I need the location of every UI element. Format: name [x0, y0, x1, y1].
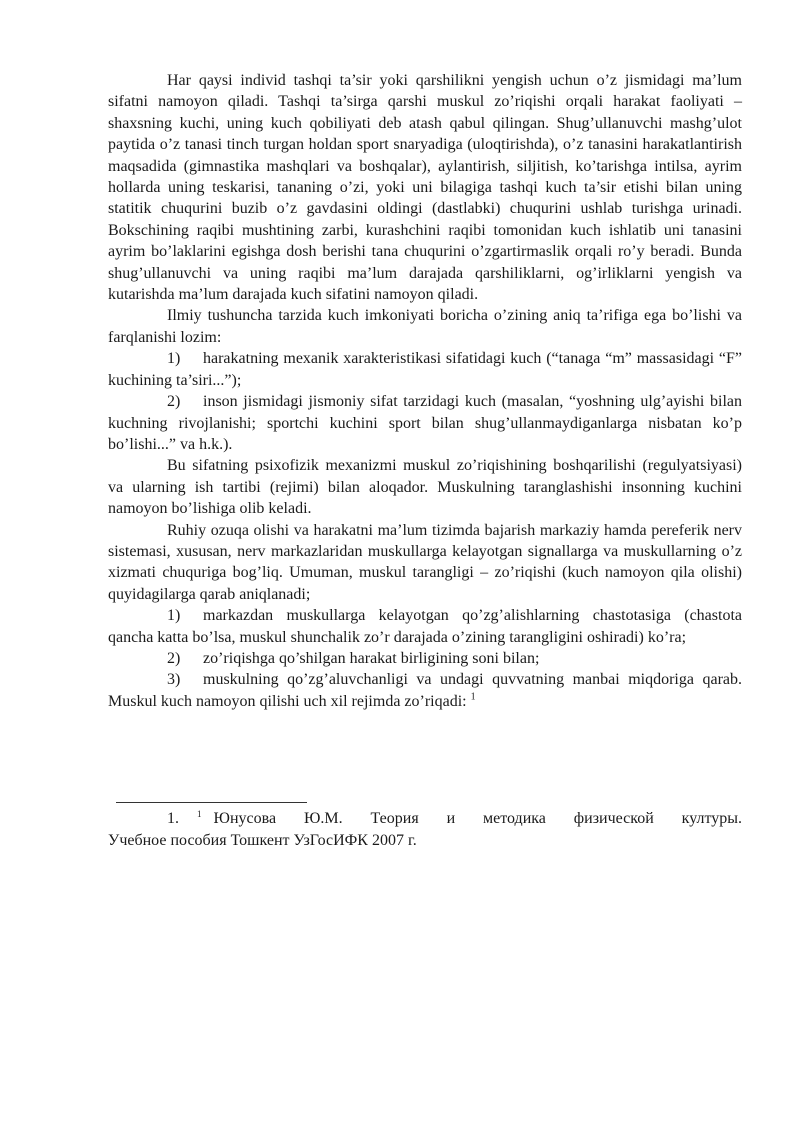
footnote-mark: 1: [197, 808, 202, 819]
document-body: [108, 70, 742, 712]
footnote-reference[interactable]: 1: [470, 691, 476, 703]
footnote: [108, 808, 742, 852]
list-number: 2): [167, 649, 181, 667]
footnote-separator: [116, 802, 307, 803]
list-text: inson jismidagi jismoniy sifat tarzidagi kuch (masalan, “yoshning ulg’ayishi bilan kuchning rivojlanishi; sportchi kuchini sport bilan shug’ullanmaydiganlarga nisbatan ko’p bo’lishi...” va h.k.).: [108, 393, 742, 453]
list-number: 1): [167, 607, 181, 625]
footnote-number: 1.: [167, 810, 179, 827]
list-text: muskulning qo’zg’aluvchanligi va undagi quvvatning manbai miqdoriga qarab. Muskul kuch namoyon qilishi uch xil rejimda zo’riqadi:: [108, 671, 742, 710]
footnote-line: [108, 808, 742, 830]
list-number: 1): [167, 350, 181, 368]
list-text: harakatning mexanik xarakteristikasi sifatidagi kuch (“tanaga “m” massasidagi “F” kuchining ta’siri...”);: [108, 350, 742, 389]
list-number: 2): [167, 393, 181, 411]
footnote-citation: Юнусова Ю.М. Теория и методика физической културы.: [213, 810, 742, 827]
paragraph: Bu sifatning psixofizik mexanizmi muskul zo’riqishining boshqarilishi (regulyatsiyasi) va ularning ish tartibi (rejimi) bilan aloqador. Muskulning taranglashishi insonning kuchini namoyon bo’lishiga olib keladi.: [108, 457, 742, 518]
list-item: [108, 391, 742, 455]
list-item: [108, 648, 742, 669]
paragraph: Har qaysi individ tashqi ta’sir yoki qarshilikni yengish uchun o’z jismidagi ma’lum sifatni namoyon qiladi. Tashqi ta’sirga qarshi muskul zo’riqishi orqali harakat faoliyati – shaxsning kuchi, uning kuch qobiliyati deb atash qabul qilingan. Shug’ullanuvchi mashg’ulot paytida o’z tanasi tinch turgan holdan sport snaryadiga (uloqtirishda), o’z tanasini harakatlantirish maqsadida (gimnastika mashqlari va boshqalar), aylantirish, siljitish, ko’tarishga intilsa, ayrim hollarda uning teskarisi, tananing o’zi, yoki uni bilagiga tashqi kuch ta’sir etishi bilan uning statitik chuqurini buzib o’z gavdasini oldingi (dastlabki) chuqurini ushlab turishga urinadi. Bokschining raqibi mushtining zarbi, kurashchini raqibi tomonidan kuch ishlatib uni tanasini ayrim bo’laklarini egishga dosh berishi tana chuqurini o’zgartirmaslik orqali ro’y beradi. Bunda shug’ullanuvchi va uning raqibi ma’lum darajada qarshiliklarni, og’irliklarni yengish va kutarishda ma’lum darajada kuch sifatini namoyon qiladi.: [108, 72, 742, 304]
list-item: [108, 605, 742, 648]
list-item: [108, 348, 742, 391]
footnote-citation-continued: Учебное пособия Тошкент УзГосИФК 2007 г.: [108, 832, 417, 849]
paragraph: Ruhiy ozuqa olishi va harakatni ma’lum tizimda bajarish markaziy hamda pereferik nerv sistemasi, xususan, nerv markazlaridan muskullarga kelayotgan signallarga va muskullarning o’z xizmati chuquriga bog’liq. Umuman, muskul tarangligi – zo’riqishi (kuch namoyon qila olishi) quyidagilarga qarab aniqlanadi;: [108, 521, 742, 603]
list-text: markazdan muskullarga kelayotgan qo’zg’alishlarning chastotasiga (chastota qancha katta bo’lsa, muskul shunchalik zo’r darajada o’zining tarangligini oshiradi) ko’ra;: [108, 607, 742, 646]
list-number: 3): [167, 671, 181, 689]
list-text: zo’riqishga qo’shilgan harakat birligining soni bilan;: [203, 649, 540, 667]
paragraph: Ilmiy tushuncha tarzida kuch imkoniyati boricha o’zining aniq ta’rifiga ega bo’lishi va farqlanishi lozim:: [108, 307, 742, 346]
list-item: [108, 669, 742, 712]
